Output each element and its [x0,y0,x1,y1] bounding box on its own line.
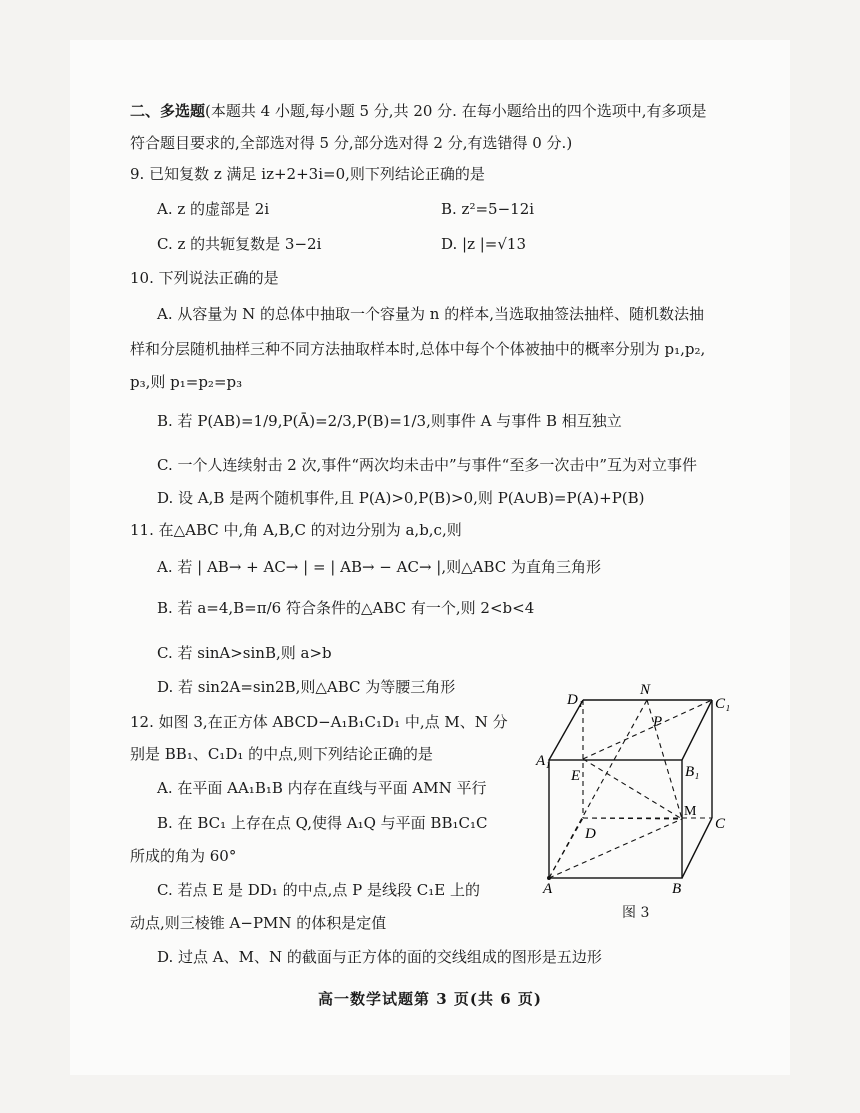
q9-option-b: B. z²=5−12i [441,200,535,218]
q12-stem-2: 别是 BB₁、C₁D₁ 的中点,则下列结论正确的是 [130,745,433,763]
q10-option-d: D. 设 A,B 是两个随机事件,且 P(A)>0,P(B)>0,则 P(A∪B)=P(A)+P(B) [157,489,645,507]
label-b: B [672,881,682,895]
figure-caption: 图 3 [622,905,650,921]
line-a-m [549,819,682,878]
cube-figure [535,680,735,895]
label-d: D [585,826,596,842]
q9-option-c: C. z 的共轭复数是 3−2i [157,235,322,253]
label-b1: B₁ [685,764,700,780]
q12-option-b-1: B. 在 BC₁ 上存在点 Q,使得 A₁Q 与平面 BB₁C₁C [157,814,488,832]
q12-option-b-2: 所成的角为 60° [130,847,237,865]
q11-option-b: B. 若 a=4,B=π/6 符合条件的△ABC 有一个,则 2<b<4 [157,599,535,617]
q9-option-a: A. z 的虚部是 2i [157,200,270,218]
q11-option-d: D. 若 sin2A=sin2B,则△ABC 为等腰三角形 [157,678,456,696]
q10-option-c: C. 一个人连续射击 2 次,事件“两次均未击中”与事件“至多一次击中”互为对立事件 [157,456,698,474]
edge-c1-b1 [682,700,712,760]
q10-stem: 10. 下列说法正确的是 [130,269,279,287]
label-c1: C₁ [715,696,731,712]
q10-option-a-1: A. 从容量为 N 的总体中抽取一个容量为 n 的样本,当选取抽签法抽样、随机数法抽 [157,305,704,323]
q12-stem-1: 12. 如图 3,在正方体 ABCD−A₁B₁C₁D₁ 中,点 M、N 分 [130,713,508,731]
section-header [130,101,707,121]
label-n: N [640,682,651,698]
q12-option-a: A. 在平面 AA₁B₁B 内存在直线与平面 AMN 平行 [157,779,487,797]
label-c: C [715,816,726,832]
q12-option-c-1: C. 若点 E 是 DD₁ 的中点,点 P 是线段 C₁E 上的 [157,881,480,899]
q10-option-b: B. 若 P(AB)=1/9,P(Ā)=2/3,P(B)=1/3,则事件 A 与事件 B 相互独立 [157,412,622,430]
section-title: 二、多选题 [130,102,206,120]
section-desc-1: (本题共 4 小题,每小题 5 分,共 20 分. 在每小题给出的四个选项中,有多项是 [205,102,707,120]
edge-b-c [682,818,712,878]
q11-option-c: C. 若 sinA>sinB,则 a>b [157,644,332,662]
label-e: E [571,768,581,784]
label-p: P [653,714,663,730]
q11-stem: 11. 在△ABC 中,角 A,B,C 的对边分别为 a,b,c,则 [130,521,462,539]
q9-stem: 9. 已知复数 z 满足 iz+2+3i=0,则下列结论正确的是 [130,165,485,183]
section-desc-2: 符合题目要求的,全部选对得 5 分,部分选对得 2 分,有选错得 0 分.) [130,134,573,152]
q9-option-d: D. |z |=√13 [441,235,527,253]
page-footer: 高一数学试题第 3 页(共 6 页) [318,990,542,1008]
label-a1: A₁ [536,753,551,769]
q12-option-c-2: 动点,则三棱锥 A−PMN 的体积是定值 [130,914,387,932]
q11-option-a: A. 若 | AB→ + AC→ | = | AB→ − AC→ |,则△ABC 为直角三角形 [157,558,602,576]
label-d1: D₁ [567,692,584,708]
label-m: M [684,804,697,819]
edge-d1-a1 [549,700,583,760]
q10-option-a-2: 样和分层随机抽样三种不同方法抽取样本时,总体中每个个体被抽中的概率分别为 p₁,p₂, [130,340,706,358]
front-face [549,760,682,878]
label-a: A [543,881,553,895]
vertex-a-dot [547,876,551,880]
q12-option-d: D. 过点 A、M、N 的截面与正方体的面的交线组成的图形是五边形 [157,948,602,966]
q10-option-a-3: p₃,则 p₁=p₂=p₃ [130,373,243,391]
line-e-c1 [583,700,712,759]
